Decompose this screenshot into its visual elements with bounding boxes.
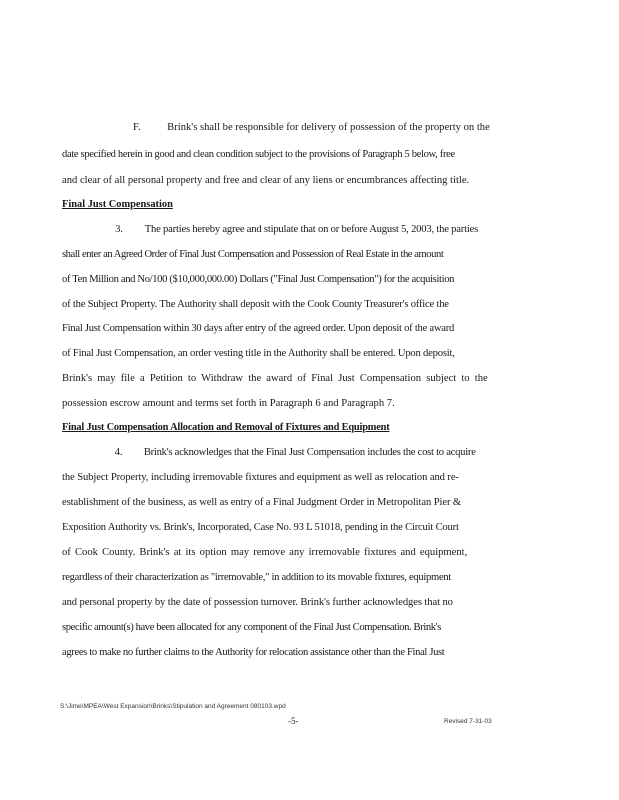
paragraph-4-line-9: agrees to make no further claims to the Authority for relocation assistance other than the Final Just (62, 647, 445, 658)
heading-allocation-and-removal: Final Just Compensation Allocation and Removal of Fixtures and Equipment (62, 422, 390, 433)
paragraph-4-line-7: and personal property by the date of possession turnover. Brink's further acknowledges that no (62, 597, 453, 608)
revised-date: Revised 7-31-03 (444, 718, 492, 725)
paragraph-4-line-5: of Cook County. Brink's at its option may remove any irremovable fixtures and equipment, (62, 547, 468, 558)
paragraph-f-line-1: F. Brink's shall be responsible for delivery of possession of the property on the (133, 122, 490, 133)
paragraph-4-line-3: establishment of the business, as well as entry of a Final Judgment Order in Metropolitan Pier & (62, 497, 462, 508)
paragraph-3-line-7: Brink's may file a Petition to Withdraw the award of Final Just Compensation subject to the (62, 373, 488, 384)
paragraph-3-line-8: possession escrow amount and terms set forth in Paragraph 6 and Paragraph 7. (62, 398, 395, 409)
paragraph-4-line-8: specific amount(s) have been allocated for any component of the Final Just Compensation. Brink's (62, 622, 441, 633)
paragraph-4-line-4: Exposition Authority vs. Brink's, Incorporated, Case No. 93 L 51018, pending in the Circuit Court (62, 522, 459, 533)
paragraph-3-line-2: shall enter an Agreed Order of Final Just Compensation and Possession of Real Estate in the amount (62, 249, 444, 260)
paragraph-3-line-5: Final Just Compensation within 30 days after entry of the agreed order. Upon deposit of the award (62, 323, 455, 334)
paragraph-4-line-2: the Subject Property, including irremovable fixtures and equipment as well as relocation and re- (62, 472, 459, 483)
page-number: -5- (288, 716, 299, 726)
paragraph-f-line-3: and clear of all personal property and free and clear of any liens or encumbrances affecting title. (62, 175, 470, 186)
paragraph-3-line-4: of the Subject Property. The Authority shall deposit with the Cook County Treasurer's office the (62, 299, 449, 310)
footer-file-path: S:\Jime\MPEA\West Expansion\Brinks\Stipulation and Agreement 080103.wpd (60, 703, 286, 710)
paragraph-f-line-2: date specified herein in good and clean condition subject to the provisions of Paragraph 5 below, free (62, 149, 455, 160)
paragraph-3-line-1: 3. The parties hereby agree and stipulate that on or before August 5, 2003, the parties (98, 224, 478, 235)
paragraph-4-line-1: 4. Brink's acknowledges that the Final Just Compensation includes the cost to acquire (98, 447, 476, 458)
paragraph-3-line-6: of Final Just Compensation, an order vesting title in the Authority shall be entered. Upon deposit, (62, 348, 455, 359)
heading-final-just-compensation: Final Just Compensation (62, 199, 173, 210)
paragraph-4-line-6: regardless of their characterization as "irremovable," in addition to its movable fixtures, equipment (62, 572, 452, 583)
paragraph-3-line-3: of Ten Million and No/100 ($10,000,000.00) Dollars ("Final Just Compensation") for the acquisition (62, 274, 455, 285)
